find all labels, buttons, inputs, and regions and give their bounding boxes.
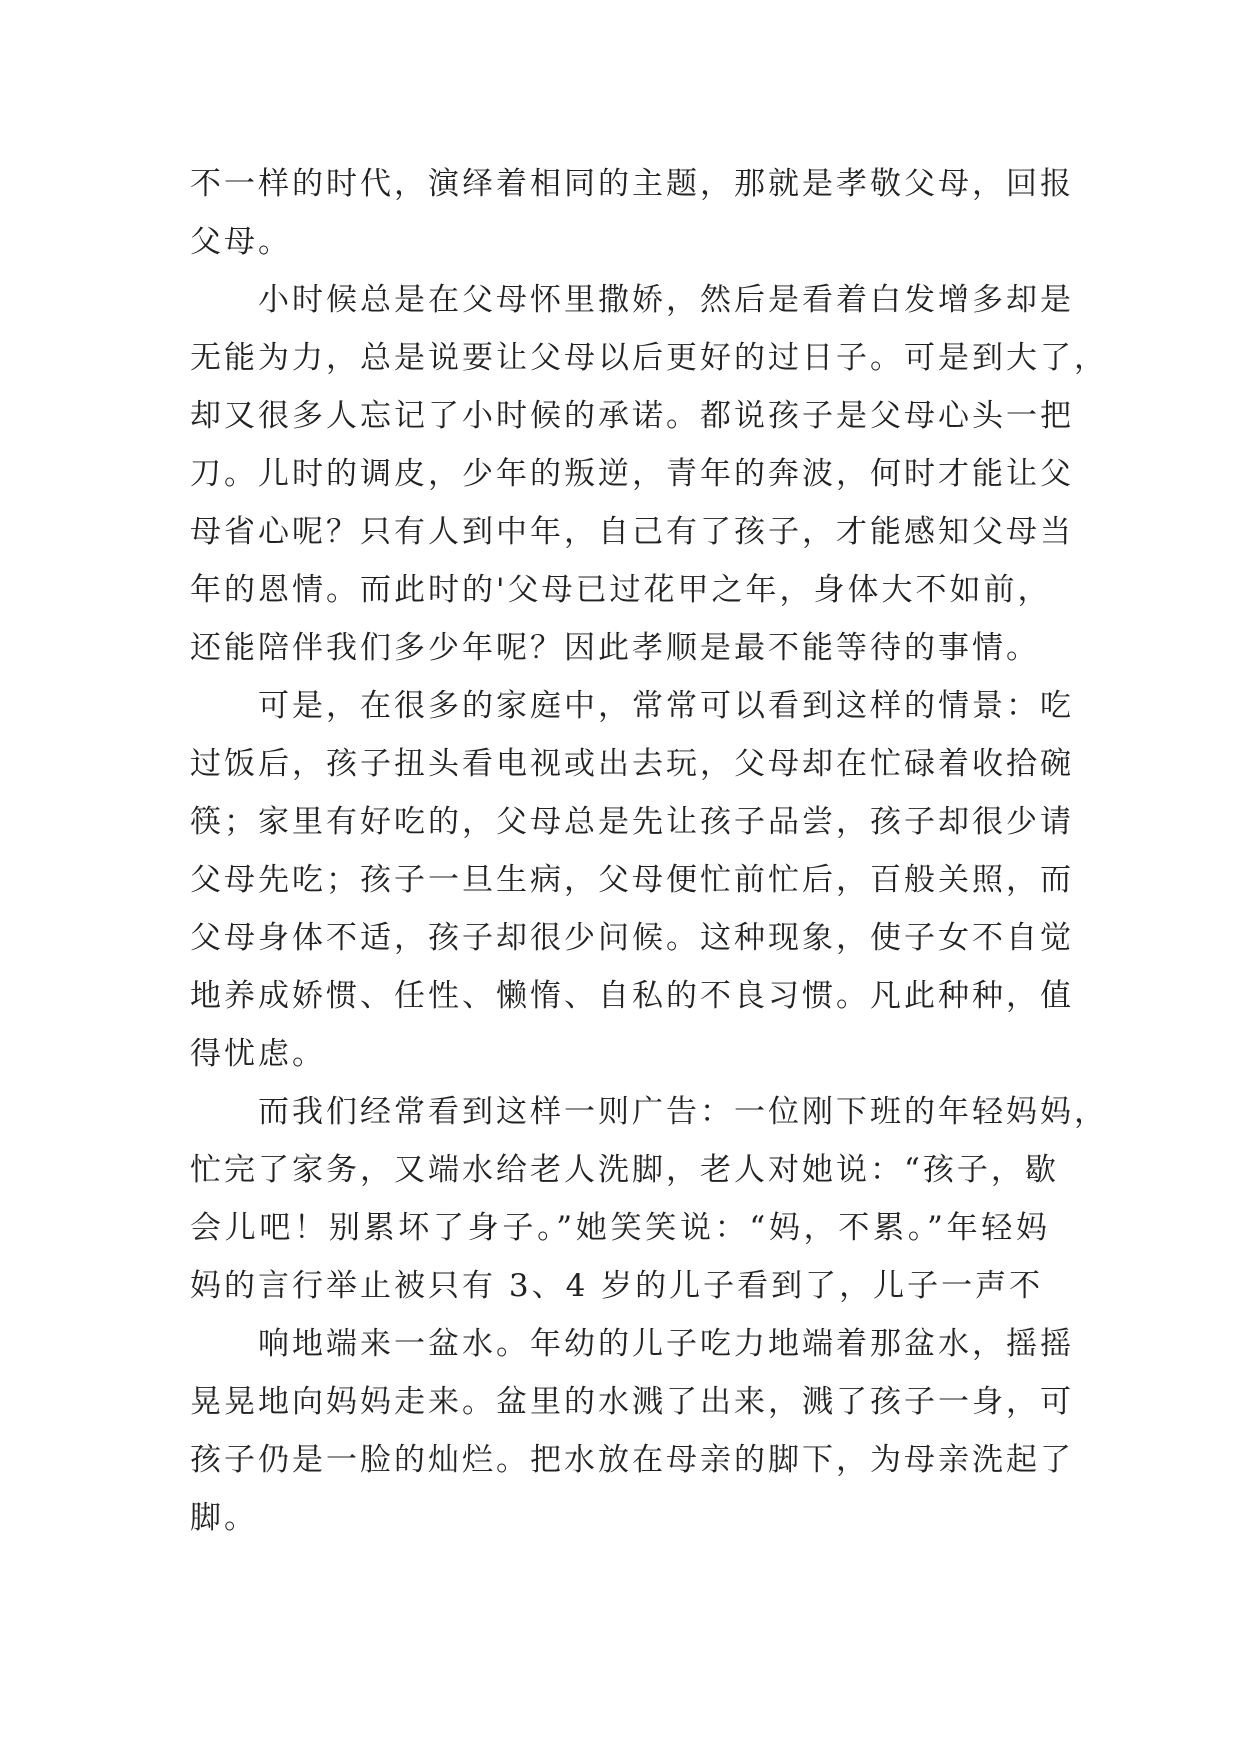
text-line: 过饭后，孩子扭头看电视或出去玩，父母却在忙碌着收拾碗 [190,746,1074,782]
text-line: 却又很多人忘记了小时候的承诺。都说孩子是父母心头一把 [190,398,1074,434]
text-line: 可是，在很多的家庭中，常常可以看到这样的情景：吃 [258,688,1074,724]
text-line: 父母身体不适，孩子却很少问候。这种现象，使子女不自觉 [190,920,1074,956]
text-line: 妈的言行举止被只有 3、4 岁的儿子看到了，儿子一声不 [190,1268,1044,1304]
text-line: 孩子仍是一脸的灿烂。把水放在母亲的脚下，为母亲洗起了 [190,1442,1074,1478]
paragraph-3 [190,677,1074,1083]
text-line: 不一样的时代，演绎着相同的主题，那就是孝敬父母，回报 [190,166,1074,202]
text-line: 父母。 [190,224,292,260]
paragraph-4 [190,1083,1108,1315]
text-line: 无能为力，总是说要让父母以后更好的过日子。可是到大了， [190,340,1108,376]
text-line: 得忧虑。 [190,1036,326,1072]
text-line: 会儿吧！别累坏了身子。”她笑笑说：“妈，不累。”年轻妈 [190,1210,1050,1246]
text-line: 筷；家里有好吃的，父母总是先让孩子品尝，孩子却很少请 [190,804,1074,840]
text-line: 刀。儿时的调皮，少年的叛逆，青年的奔波，何时才能让父 [190,456,1074,492]
text-line: 响地端来一盆水。年幼的儿子吃力地端着那盆水，摇摇 [258,1326,1074,1362]
text-line: 脚。 [190,1500,258,1536]
text-line: 地养成娇惯、任性、懒惰、自私的不良习惯。凡此种种，值 [190,978,1074,1014]
text-line: 晃晃地向妈妈走来。盆里的水溅了出来，溅了孩子一身，可 [190,1384,1074,1420]
paragraph-1 [190,155,1074,271]
text-line: 而我们经常看到这样一则广告：一位刚下班的年轻妈妈， [258,1094,1108,1130]
paragraph-5 [190,1315,1074,1547]
text-line: 忙完了家务，又端水给老人洗脚，老人对她说：“孩子，歇 [190,1152,1059,1188]
text-line: 父母先吃；孩子一旦生病，父母便忙前忙后，百般关照，而 [190,862,1074,898]
text-line: 还能陪伴我们多少年呢？因此孝顺是最不能等待的事情。 [190,630,1040,666]
document-body [190,155,1108,1547]
text-line: 小时候总是在父母怀里撒娇，然后是看着白发增多却是 [258,282,1074,318]
text-line: 年的恩情。而此时的'父母已过花甲之年，身体大不如前， [190,572,1052,608]
text-line: 母省心呢？只有人到中年，自己有了孩子，才能感知父母当 [190,514,1074,550]
paragraph-2 [190,271,1108,677]
